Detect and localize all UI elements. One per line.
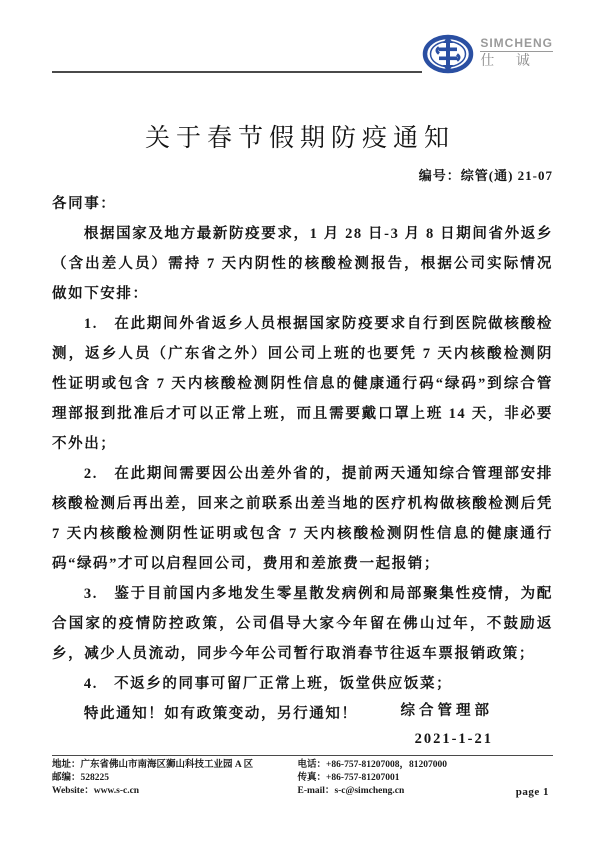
signature-date: 2021-1-21 bbox=[414, 731, 493, 747]
footer-address bbox=[52, 759, 297, 772]
letterhead bbox=[52, 0, 553, 73]
paragraph-intro: 根据国家及地方最新防疫要求，1 月 28 日-3 月 8 日期间省外返乡（含出差人员）需持 7 天内阴性的核酸检测报告，根据公司实际情况做如下安排： bbox=[52, 226, 553, 302]
paragraph-item-2: 2. 在此期间需要因公出差外省的，提前两天通知综合管理部安排核酸检测后再出差，回来之前联系出差当地的医疗机构做核酸检测后凭 7 天内核酸检测阴性证明或包含 7 天内核酸检测阴性信息的健康通行码“绿码”才可以启程回公司，费用和差旅费一起报销； bbox=[52, 466, 553, 572]
footer-phone bbox=[297, 759, 553, 772]
website-value: www.s-c.cn bbox=[93, 786, 140, 796]
signature-block bbox=[401, 698, 554, 754]
paragraph-item-4: 4. 不返乡的同事可留厂正常上班，饭堂供应饭菜； bbox=[83, 676, 453, 692]
footer-website bbox=[52, 785, 297, 798]
zip-value: 528225 bbox=[80, 773, 110, 783]
signature-department: 综合管理部 bbox=[400, 703, 493, 719]
footer-right-column bbox=[297, 759, 553, 798]
footer-zip bbox=[52, 772, 297, 785]
company-logo-icon bbox=[422, 33, 474, 75]
document-body bbox=[52, 189, 553, 729]
footer-email bbox=[297, 785, 553, 798]
fax-label: 传真： bbox=[297, 773, 326, 783]
paragraph-item-3: 3. 鉴于目前国内多地发生零星散发病例和局部聚集性疫情，为配合国家的疫情防控政策，公司倡导大家今年留在佛山过年，不鼓励返乡，减少人员流动，同步今年公司暂行取消春节往返车票报销政策； bbox=[52, 586, 553, 662]
email-value: s-c@simcheng.cn bbox=[334, 786, 405, 796]
fax-value: +86-757-81207001 bbox=[326, 773, 400, 783]
footer-fax bbox=[297, 772, 553, 785]
zip-label: 邮编： bbox=[52, 773, 81, 783]
address-label: 地址： bbox=[52, 760, 81, 770]
page-number: page 1 bbox=[515, 786, 549, 798]
closing-line: 特此通知！如有政策变动，另行通知！ bbox=[83, 706, 358, 722]
document-number: 编号：综管(通) 21-07 bbox=[418, 168, 553, 183]
footer-left-column bbox=[52, 759, 297, 798]
page-footer bbox=[52, 755, 553, 798]
salutation: 各同事： bbox=[52, 196, 117, 212]
phone-label: 电话： bbox=[297, 760, 326, 770]
company-logo bbox=[422, 33, 553, 75]
brand-name-cn: 仕 诚 bbox=[480, 54, 539, 69]
brand-name-en: SIMCHENG bbox=[480, 36, 553, 50]
email-label: E-mail： bbox=[297, 786, 335, 796]
phone-value: +86-757-81207008，81207000 bbox=[326, 760, 447, 770]
website-label: Website： bbox=[52, 786, 94, 796]
paragraph-item-1: 1. 在此期间外省返乡人员根据国家防疫要求自行到医院做核酸检测，返乡人员（广东省之外）回公司上班的也要凭 7 天内核酸检测阴性证明或包含 7 天内核酸检测阴性信息的健康通行码“绿码”到综合管理部报到批准后才可以正常上班，而且需要戴口罩上班 14 天，非必要不外出； bbox=[52, 316, 553, 452]
brand-text bbox=[480, 37, 553, 71]
document-title: 关于春节假期防疫通知 bbox=[144, 125, 455, 152]
address-value: 广东省佛山市南海区狮山科技工业园 A 区 bbox=[80, 760, 254, 770]
